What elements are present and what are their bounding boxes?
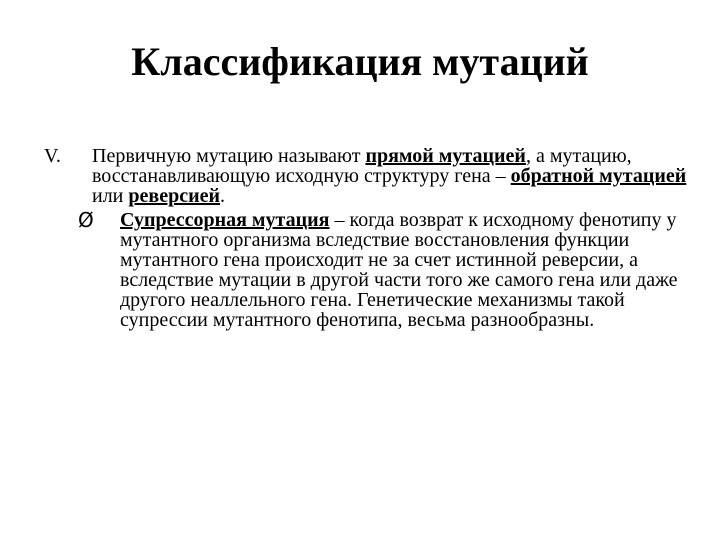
arrow-bullet-icon: Ø xyxy=(78,208,94,232)
text-segment: Первичную мутацию называют xyxy=(92,145,366,167)
text-segment: или xyxy=(92,185,129,207)
slide-title: Классификация мутаций xyxy=(131,39,589,84)
text-segment: . xyxy=(220,185,225,207)
term-reversion: реверсией xyxy=(128,185,220,207)
text-segment: – когда возврат к исходному фенотипу у мутантного организма вследствие восстановления функции мутантного гена происходит не за счет истинной реверсии, а вследствие мутации в другой части того же самого гена или даже другого неаллельного гена. Генетические механизмы такой супрессии мутантного фенотипа, весьма разнообразны. xyxy=(120,209,678,331)
sub-item-text xyxy=(120,210,692,330)
term-suppressor-mutation: Супрессорная мутация xyxy=(120,209,330,231)
text-segment: , а мутацию, восстанавливающую исходную структуру гена – xyxy=(92,145,632,187)
list-item-text xyxy=(92,146,692,206)
list-item-marker: V. xyxy=(44,145,61,167)
term-reverse-mutation: обратной мутацией xyxy=(510,165,687,187)
term-direct-mutation: прямой мутацией xyxy=(365,145,526,167)
